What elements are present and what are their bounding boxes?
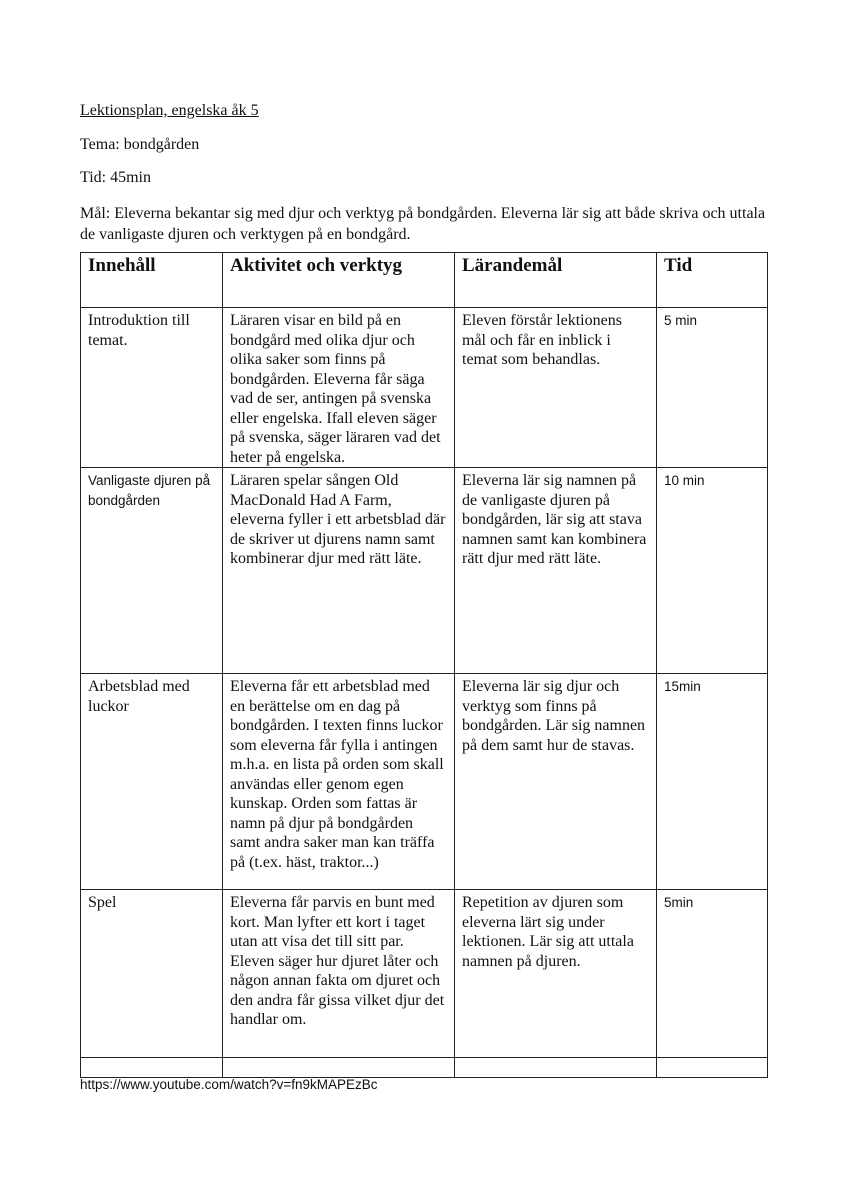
header-activity: Aktivitet och verktyg xyxy=(223,253,455,308)
header-content: Innehåll xyxy=(81,253,223,308)
table-row xyxy=(81,890,768,1058)
document-title: Lektionsplan, engelska åk 5 xyxy=(80,102,259,119)
goal-paragraph: Mål: Eleverna bekantar sig med djur och verktyg på bondgården. Eleverna lär sig att både skriva och uttala de vanligaste djuren och verktygen på en bondgård. xyxy=(80,205,766,243)
table-header-row xyxy=(81,253,768,308)
time-line: Tid: 45min xyxy=(80,169,151,186)
youtube-link[interactable]: https://www.youtube.com/watch?v=fn9kMAPEzBc xyxy=(80,1077,378,1092)
row-goal: Repetition av djuren som eleverna lärt sig under lektionen. Lär sig att uttala namnen på djuren. xyxy=(455,890,657,1058)
row-content: Spel xyxy=(81,890,223,1058)
row-activity: Eleverna får ett arbetsblad med en berättelse om en dag på bondgården. I texten finns luckor som eleverna får fylla i antingen m.h.a. en lista på orden som skall användas eller genom egen kunskap. Orden som fattas är namn på djur på bondgården samt andra saker man kan träffa på (t.ex. häst, traktor...) xyxy=(223,674,455,890)
row-content: Vanligaste djuren på bondgården xyxy=(81,468,223,674)
header-goal: Lärandemål xyxy=(455,253,657,308)
table-row xyxy=(81,308,768,468)
empty-cell xyxy=(455,1058,657,1078)
row-goal: Eleverna lär sig namnen på de vanligaste djuren på bondgården, lär sig att stava namnen samt kan kombinera rätt djur med rätt läte. xyxy=(455,468,657,674)
empty-row xyxy=(81,1058,768,1078)
row-time: 5min xyxy=(657,890,768,1058)
row-activity: Läraren visar en bild på en bondgård med olika djur och olika saker som finns på bondgården. Eleverna får säga vad de ser, antingen på svenska eller engelska. Ifall eleven säger på svenska, säger läraren vad det heter på engelska. xyxy=(223,308,455,468)
header-time: Tid xyxy=(657,253,768,308)
row-time: 5 min xyxy=(657,308,768,468)
row-content: Introduktion till temat. xyxy=(81,308,223,468)
empty-cell xyxy=(223,1058,455,1078)
row-content: Arbetsblad med luckor xyxy=(81,674,223,890)
theme-line: Tema: bondgården xyxy=(80,136,200,153)
row-time: 15min xyxy=(657,674,768,890)
lesson-plan-table xyxy=(80,252,768,1078)
empty-cell xyxy=(657,1058,768,1078)
row-goal: Eleverna lär sig djur och verktyg som finns på bondgården. Lär sig namnen på dem samt hur de stavas. xyxy=(455,674,657,890)
row-activity: Eleverna får parvis en bunt med kort. Man lyfter ett kort i taget utan att visa det till sitt par. Eleven säger hur djuret låter och någon annan fakta om djuret och den andra får gissa vilket djur det handlar om. xyxy=(223,890,455,1058)
row-activity: Läraren spelar sången Old MacDonald Had A Farm, eleverna fyller i ett arbetsblad där de skriver ut djurens namn samt kombinerar djur med rätt läte. xyxy=(223,468,455,674)
row-time: 10 min xyxy=(657,468,768,674)
table-row xyxy=(81,468,768,674)
empty-cell xyxy=(81,1058,223,1078)
table-row xyxy=(81,674,768,890)
row-goal: Eleven förstår lektionens mål och får en inblick i temat som behandlas. xyxy=(455,308,657,468)
